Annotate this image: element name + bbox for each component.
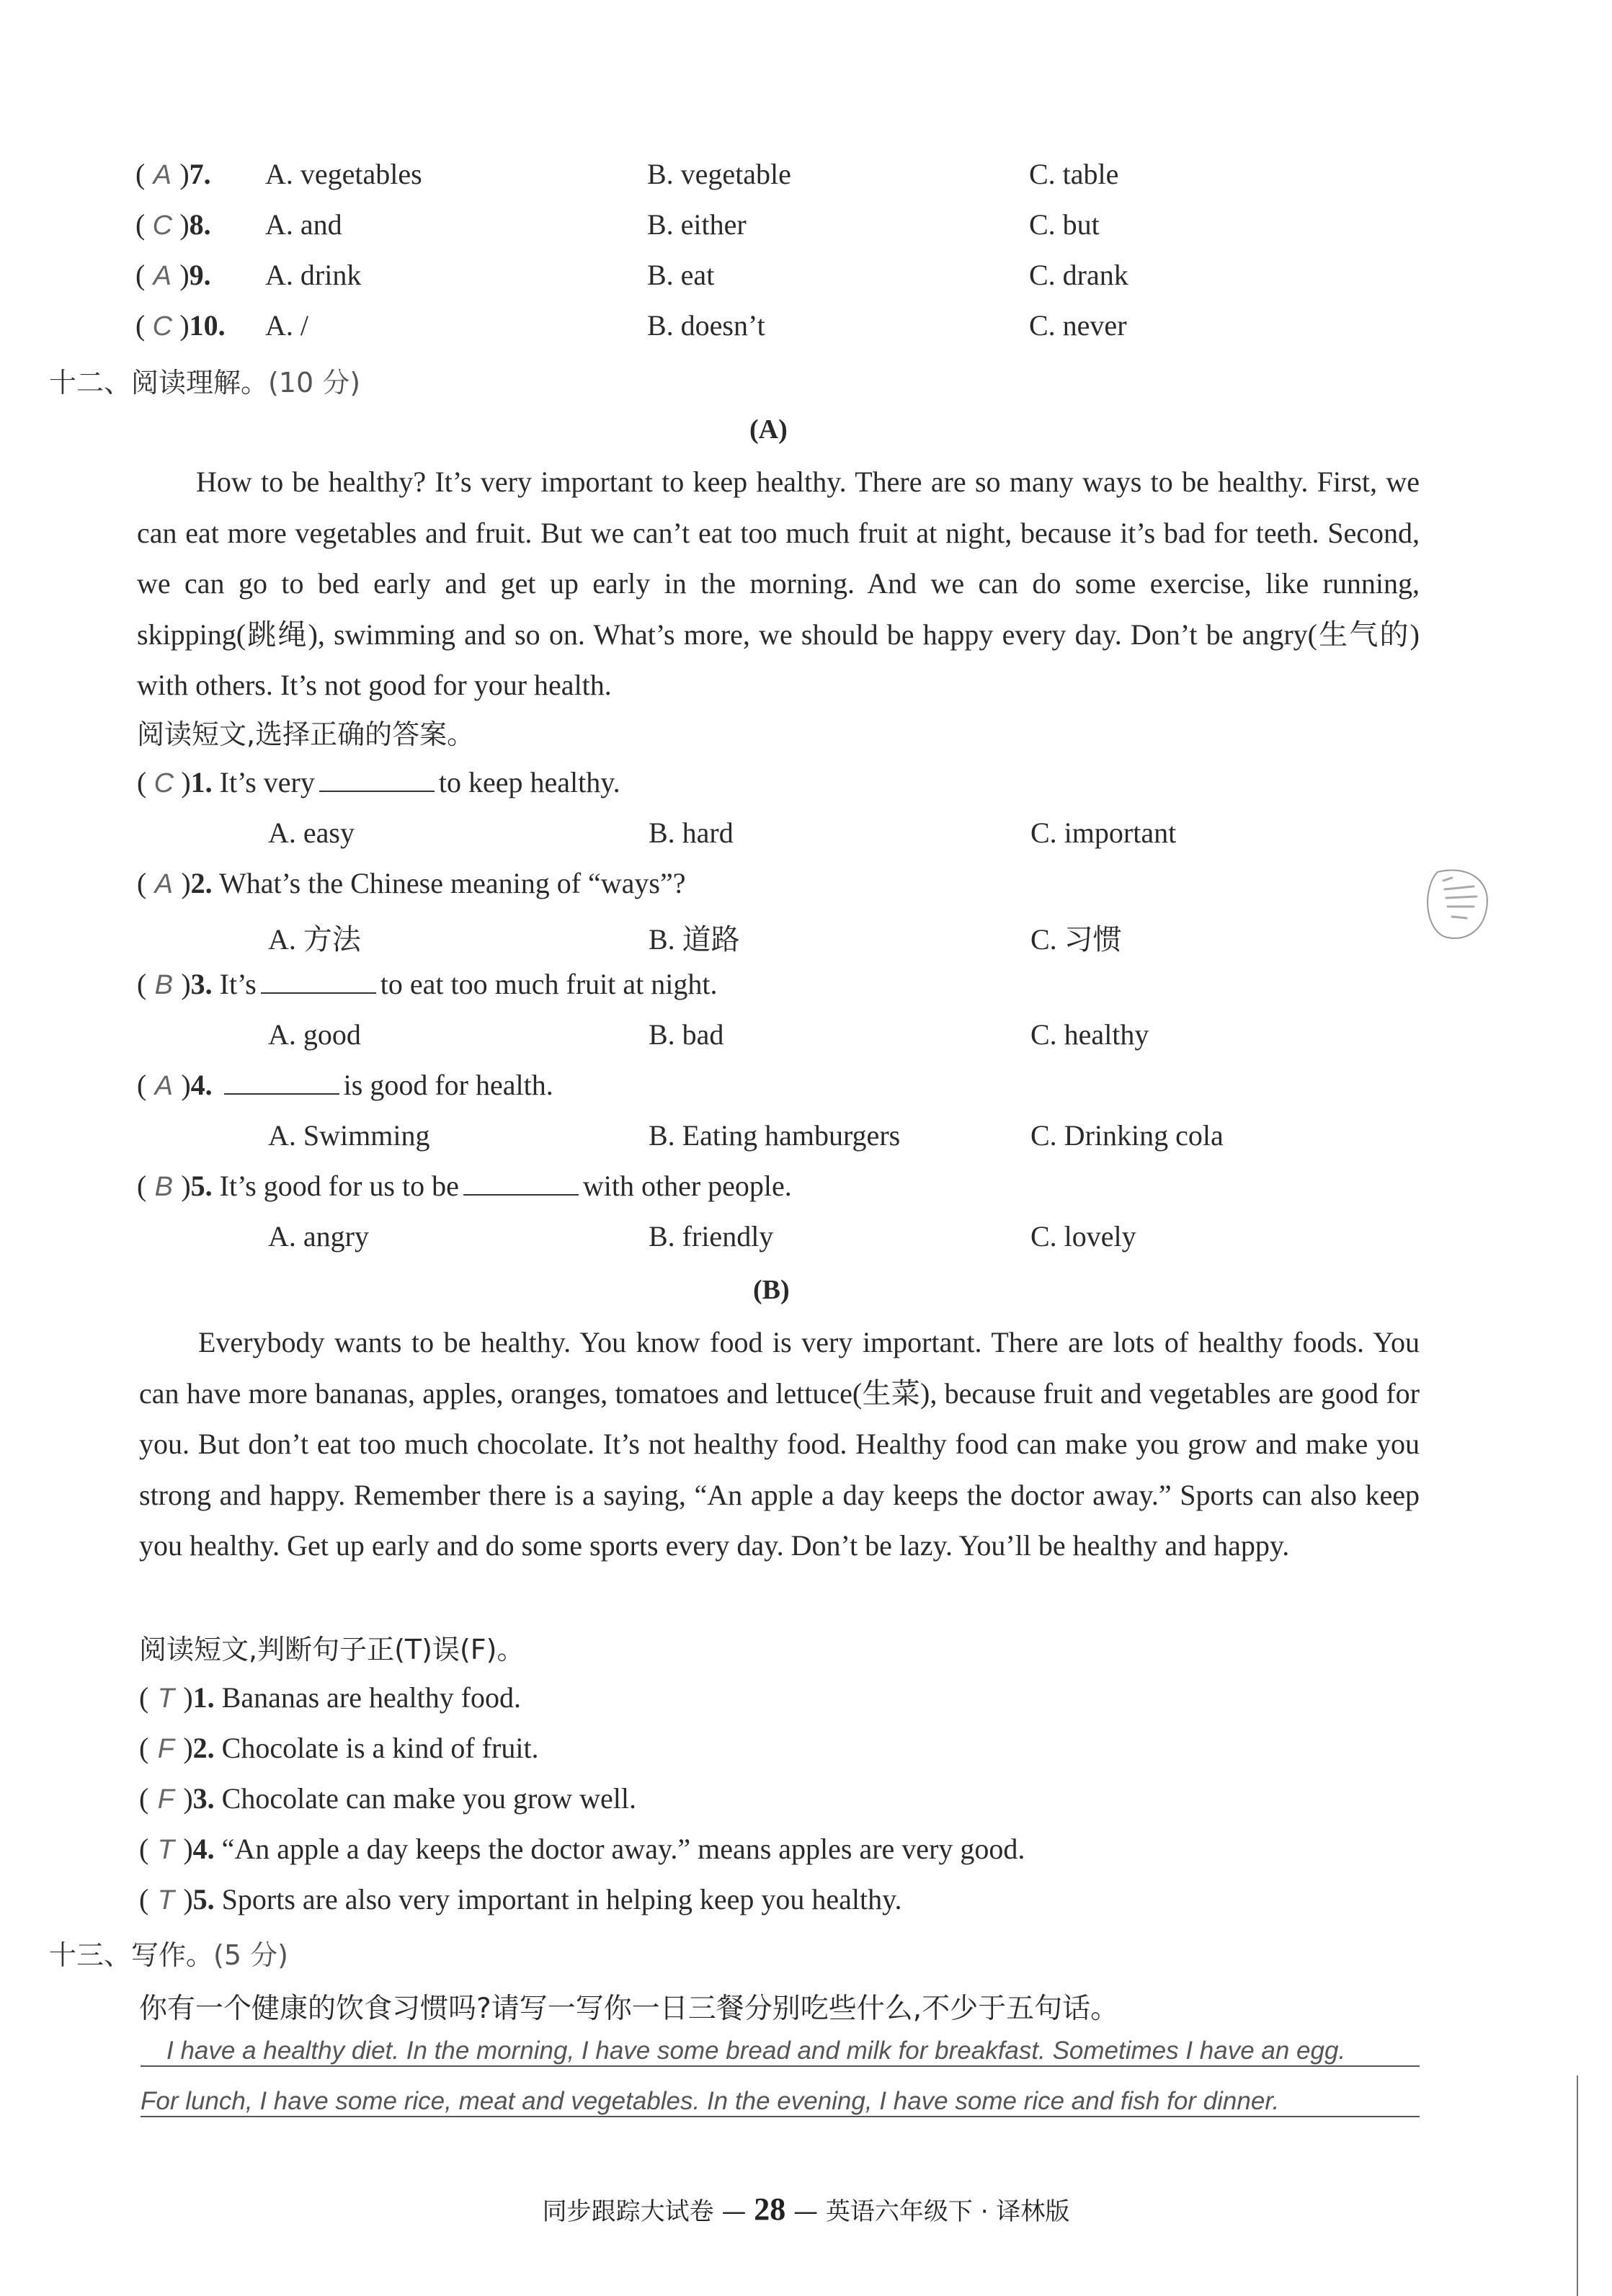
question-number: 8. [189, 208, 211, 241]
option-b: B. either [647, 208, 747, 241]
option-b: B. hard [649, 816, 734, 849]
option-c: C. lovely [1030, 1220, 1136, 1252]
question-row: ( B )5. It’s good for us to be with other people. [137, 1170, 792, 1202]
section-heading-12: 十二、阅读理解。(10 分) [49, 367, 361, 399]
answer-blank [463, 1173, 579, 1196]
question-number: 2. [192, 1732, 215, 1764]
answer-mark: A [153, 160, 172, 190]
statement-text: Sports are also very important in helping keep you healthy. [221, 1883, 902, 1915]
option-c: C. drank [1029, 259, 1128, 291]
option-c: C. important [1030, 816, 1177, 849]
question-row: ( C )8. [135, 208, 211, 241]
tf-row: ( T )1. Bananas are healthy food. [139, 1681, 522, 1714]
seal-stamp-icon [1423, 865, 1495, 944]
question-number: 4. [190, 1069, 213, 1101]
tf-row: ( T )5. Sports are also very important in helping keep you healthy. [139, 1883, 902, 1915]
question-row: ( C )10. [135, 309, 226, 342]
statement-text: Bananas are healthy food. [221, 1681, 522, 1714]
question-row: ( C )1. It’s very to keep healthy. [137, 766, 620, 798]
handwritten-line-2: For lunch, I have some rice, meat and vegetables. In the evening, I have some rice and fish for dinner. [141, 2087, 1420, 2117]
question-number: 2. [190, 867, 213, 899]
answer-blank [319, 769, 435, 792]
footer-subtitle: — 英语六年级下 · 译林版 [793, 2197, 1070, 2226]
option-a: A. Swimming [268, 1119, 430, 1152]
question-text: It’s [219, 968, 257, 1000]
option-a: A. and [265, 208, 342, 241]
option-c: C. never [1029, 309, 1127, 342]
option-a: A. 方法 [268, 923, 361, 956]
answer-blank [261, 971, 376, 994]
option-b: B. vegetable [647, 158, 791, 190]
statement-text: Chocolate is a kind of fruit. [221, 1732, 539, 1764]
question-number: 3. [190, 968, 213, 1000]
option-c: C. 习惯 [1030, 923, 1122, 956]
answer-mark: A [154, 1071, 173, 1101]
instruction-b: 阅读短文,判断句子正(T)误(F)。 [139, 1634, 525, 1665]
statement-text: Chocolate can make you grow well. [221, 1782, 637, 1815]
option-c: C. healthy [1030, 1018, 1149, 1051]
question-number: 4. [192, 1833, 215, 1865]
option-c: C. Drinking cola [1030, 1119, 1224, 1152]
option-a: A. drink [265, 259, 362, 291]
option-a: A. good [268, 1018, 361, 1051]
answer-mark: T [157, 1683, 174, 1714]
answer-mark: F [157, 1734, 174, 1764]
question-text: to keep healthy. [438, 766, 620, 798]
option-a: A. easy [268, 816, 355, 849]
passage-a: How to be healthy? It’s very important to keep healthy. There are so many ways to be healthy. First, we can eat more vegetables and fruit. But we can’t eat too much fruit at night, because it’s bad for teeth. Second, we can go to bed early and get up early in the morning. And we can do some exercise, like running, skipping(跳绳), swimming and so on. What’s more, we should be happy every day. Don’t be angry(生气的) with others. It’s not good for your health. [137, 466, 1420, 701]
handwritten-line-1: I have a healthy diet. In the morning, I have some bread and milk for breakfast. Sometimes I have an egg. [141, 2037, 1420, 2067]
question-text: What’s the Chinese meaning of “ways”? [218, 867, 686, 899]
tf-row: ( T )4. “An apple a day keeps the doctor away.” means apples are very good. [139, 1833, 1025, 1865]
question-text: to eat too much fruit at night. [380, 968, 718, 1000]
question-number: 5. [192, 1883, 215, 1915]
instruction-a: 阅读短文,选择正确的答案。 [137, 718, 475, 750]
answer-mark: T [157, 1835, 174, 1865]
question-text: with other people. [582, 1170, 792, 1202]
option-b: B. Eating hamburgers [649, 1119, 901, 1152]
answer-mark: T [157, 1885, 174, 1915]
question-number: 9. [189, 259, 211, 291]
option-a: A. angry [268, 1220, 369, 1252]
question-text: It’s good for us to be [219, 1170, 459, 1202]
page-footer [0, 2191, 1612, 2228]
question-number: 5. [190, 1170, 213, 1202]
passage-b: Everybody wants to be healthy. You know food is very important. There are lots of healthy foods. You can have more bananas, apples, oranges, tomatoes and lettuce(生菜), because fruit and vegetables are good for you. But don’t eat too much chocolate. It’s not healthy food. Healthy food can make you grow and make you strong and happy. Remember there is a saying, “An apple a day keeps the doctor away.” Sports can also keep you healthy. Get up early and do some sports every day. Don’t be lazy. You’ll be healthy and happy. [139, 1326, 1420, 1562]
question-number: 1. [190, 766, 213, 798]
option-b: B. eat [647, 259, 715, 291]
question-row: ( A )9. [135, 259, 211, 291]
question-row: ( B )3. It’s to eat too much fruit at night. [137, 968, 718, 1000]
question-number: 1. [192, 1681, 215, 1714]
answer-mark: C [152, 311, 173, 342]
option-b: B. doesn’t [647, 309, 765, 342]
answer-mark: C [152, 210, 173, 241]
answer-mark: A [154, 869, 173, 899]
answer-blank [224, 1072, 339, 1095]
question-text: It’s very [219, 766, 315, 798]
writing-prompt: 你有一个健康的饮食习惯吗?请写一写你一日三餐分别吃些什么,不少于五句话。 [139, 1993, 1119, 2025]
answer-mark: A [153, 261, 172, 291]
binding-edge [1575, 2075, 1580, 2296]
tf-row: ( F )3. Chocolate can make you grow well. [139, 1782, 637, 1815]
option-b: B. friendly [649, 1220, 774, 1252]
option-b: B. bad [649, 1018, 724, 1051]
part-a-label: (A) [749, 414, 788, 445]
question-row: ( A )4. is good for health. [137, 1069, 553, 1101]
answer-mark: C [153, 768, 174, 798]
option-a: A. vegetables [265, 158, 422, 190]
option-a: A. / [265, 309, 308, 342]
statement-text: “An apple a day keeps the doctor away.” means apples are very good. [221, 1833, 1025, 1865]
question-number: 3. [192, 1782, 215, 1815]
part-b-label: (B) [753, 1275, 790, 1305]
option-c: C. but [1029, 208, 1100, 241]
question-number: 7. [189, 158, 211, 190]
question-row: ( A )7. [135, 158, 211, 190]
option-c: C. table [1029, 158, 1119, 190]
question-row: ( A )2. What’s the Chinese meaning of “ways”? [137, 867, 686, 899]
footer-title: 同步跟踪大试卷 — [542, 2197, 747, 2226]
answer-mark: F [157, 1784, 174, 1815]
section-heading-13: 十三、写作。(5 分) [49, 1939, 288, 1971]
answer-mark: B [154, 970, 173, 1000]
question-number: 10. [189, 309, 226, 342]
page-number: 28 [754, 2192, 786, 2227]
tf-row: ( F )2. Chocolate is a kind of fruit. [139, 1732, 539, 1764]
question-text: is good for health. [343, 1069, 553, 1101]
option-b: B. 道路 [649, 923, 740, 956]
answer-mark: B [154, 1172, 173, 1202]
